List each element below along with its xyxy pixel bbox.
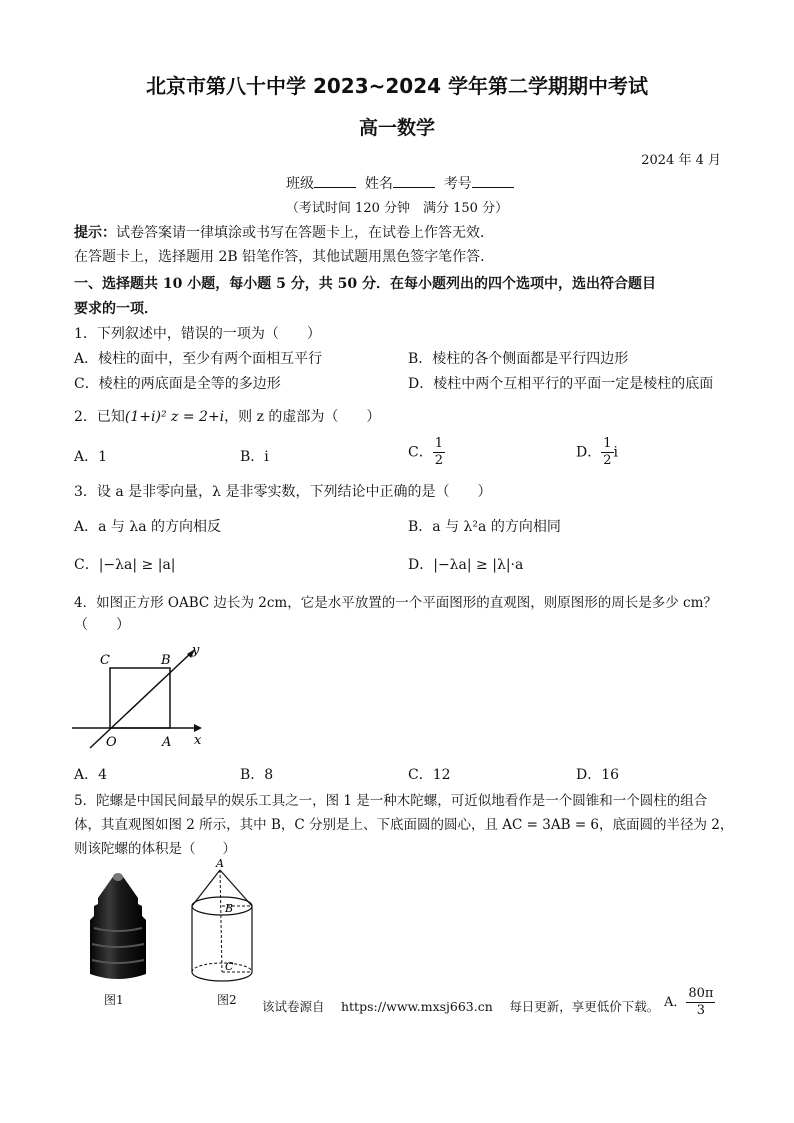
q2-d-numerator: 1 [603,436,612,451]
notice-label: 提示： [74,225,116,241]
q3-option-b: B．a 与 λ²a 的方向相同 [408,519,561,535]
q5-a-denominator: 3 [696,1003,706,1018]
q5-stem-line-1: 5．陀螺是中国民间最早的娱乐工具之一，图 1 是一种木陀螺，可近似地看作是一个圆锥和一个圆柱的组合 [74,793,708,809]
q4-option-a: A．4 [74,767,108,783]
exam-no-blank[interactable] [472,175,514,188]
figure-2-caption: 图2 [217,993,237,1007]
label-b: B [161,653,171,668]
exam-time-info: （考试时间 120 分钟 满分 150 分） [285,201,509,216]
q4-figure [70,640,210,752]
label-a: A [162,735,172,750]
q1-option-c: C．棱柱的两底面是全等的多边形 [74,376,281,392]
q2-option-d-label: D． [576,444,602,461]
page-title: 北京市第八十中学 2023~2024 学年第二学期期中考试 [145,74,648,98]
exam-date: 2024 年 4 月 [641,153,721,168]
notice-text-1: 试卷答案请一律填涂或书写在答题卡上，在试卷上作答无效． [116,225,494,241]
q5-option-a [664,986,715,1019]
q3-option-c: C．|−λa| ≥ |a| [74,557,176,573]
figure-1-caption: 图1 [104,993,124,1007]
student-info-row [286,173,514,193]
q4-stem: 4．如图正方形 OABC 边长为 2cm，它是水平放置的一个平面图形的直观图，则原图形的周长是多少 cm？ [74,595,717,611]
q2-option-a: A．1 [74,449,108,465]
q5-stem-line-3: 则该陀螺的体积是（ ） [74,841,236,857]
q2-option-d [576,436,618,469]
top-tip [113,873,123,881]
q2-c-numerator: 1 [434,436,443,451]
label-y: y [192,643,200,658]
q2-stem-pre: 2．已知 [74,409,125,425]
q2-d-imaginary-unit: i [613,444,618,461]
q4-paren: （ ） [74,617,130,633]
q4-option-b: B．8 [240,767,274,783]
q2-option-c-label: C． [408,444,433,461]
label-b: B [225,902,234,915]
q1-stem: 1．下列叙述中，错误的一项为（ ） [74,326,321,342]
name-blank[interactable] [393,175,435,188]
axis-ac [220,870,222,972]
exam-no-label: 考号 [443,176,472,192]
q3-option-a: A．a 与 λa 的方向相反 [74,519,222,535]
q4-option-c: C．12 [408,767,451,783]
class-blank[interactable] [314,175,356,188]
q3-stem: 3．设 a 是非零向量，λ 是非零实数，下列结论中正确的是（ ） [74,484,492,500]
section-heading-line-2: 要求的一项． [74,301,158,317]
q2-option-d-fraction [601,436,613,469]
label-c: C [100,653,110,668]
q5-stem-line-2: 体，其直观图如图 2 所示，其中 B，C 分别是上、下底面圆的圆心，且 AC = 3AB = 6，底面圆的半径为 2， [74,817,734,833]
name-label: 姓名 [364,176,393,192]
q1-option-b: B．棱柱的各个侧面都是平行四边形 [408,351,629,367]
square-oabc [110,668,170,728]
q5-figure-2-diagram [184,856,268,988]
q1-option-d: D．棱柱中两个互相平行的平面一定是棱柱的底面 [408,376,714,392]
cone-left-edge [192,870,220,906]
label-a: A [216,857,224,870]
q2-option-b: B．i [240,449,269,465]
q2-d-denominator: 2 [603,453,612,468]
q2-stem-post: ，则 z 的虚部为（ ） [224,409,381,425]
source-note: 该试卷源自 https://www.mxsj663.cn 每日更新，享更低价下载。 [262,999,660,1014]
q2-c-denominator: 2 [434,453,443,468]
q5-option-a-label: A． [664,995,687,1010]
class-label: 班级 [286,176,314,192]
q3-option-d: D．|−λa| ≥ |λ|·a [408,557,524,573]
x-axis-arrow [194,724,202,732]
q2-expression: (1+i)² z = 2+i [124,409,225,425]
label-x: x [194,733,202,748]
q5-a-numerator: 80π [688,986,714,1001]
notice-line-1 [74,222,494,242]
label-c: C [225,960,234,973]
q1-option-a: A．棱柱的面中，至少有两个面相互平行 [74,351,323,367]
section-heading-line-1: 一、选择题共 10 小题，每小题 5 分，共 50 分．在每小题列出的四个选项中，选出符合题目 [74,276,656,292]
notice-line-2: 在答题卡上，选择题用 2B 铅笔作答，其他试题用黑色签字笔作答． [74,249,495,265]
q2-stem [74,406,380,426]
q2-option-c [408,436,445,469]
q5-figure-1-wooden-top [76,868,160,986]
page-subtitle: 高一数学 [358,117,435,139]
label-o: O [106,735,117,750]
q2-option-c-fraction [433,436,445,469]
q4-option-d: D．16 [576,767,620,783]
q5-option-a-fraction [686,986,715,1019]
cylinder-bottom-front [192,972,252,981]
